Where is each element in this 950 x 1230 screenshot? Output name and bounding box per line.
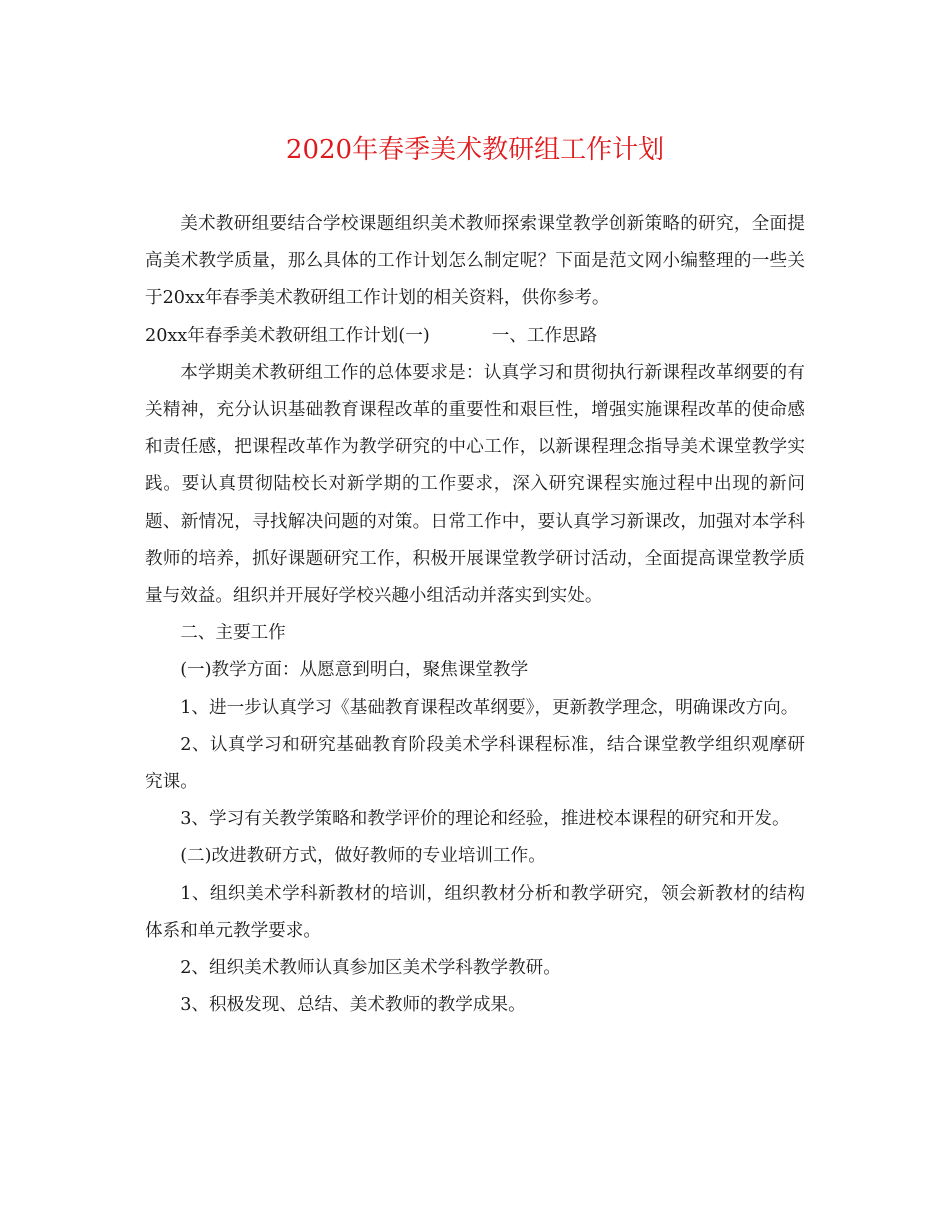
section-1-body: 本学期美术教研组工作的总体要求是：认真学习和贯彻执行新课程改革纲要的有关精神，充分认识基础教育课程改革的重要性和艰巨性，增强实施课程改革的使命感和责任感，把课程改革作为教学研究的中心工作，以新课程理念指导美术课堂教学实践。要认真贯彻陆校长对新学期的工作要求，深入研究课程实施过程中出现的新问题、新情况，寻找解决问题的对策。日常工作中，要认真学习新课改，加强对本学科教师的培养，抓好课题研究工作，积极开展课堂教学研讨活动，全面提高课堂教学质量与效益。组织并开展好学校兴趣小组活动并落实到实处。 [145, 362, 805, 607]
section-1-heading: 一、工作思路 [491, 325, 598, 346]
intro-paragraph: 美术教研组要结合学校课题组织美术教师探索课堂教学创新策略的研究，全面提高美术教学质量，那么具体的工作计划怎么制定呢？下面是范文网小编整理的一些关于20xx年春季美术教研组工作计划的相关资料，供你参考。 [145, 214, 805, 309]
section-2-heading: 二、主要工作 [180, 623, 286, 644]
document-body [145, 206, 805, 1024]
subsection-1-item: 3、学习有关教学策略和教学评价的理论和经验，推进校本课程的研究和开发。 [180, 809, 790, 830]
subsection-2-item: 2、组织美术教师认真参加区美术学科教学教研。 [180, 958, 561, 979]
subsection-1-item: 1、进一步认真学习《基础教育课程改革纲要》，更新教学理念，明确课改方向。 [180, 697, 799, 718]
plan-heading-line [145, 318, 805, 355]
subsection-2-heading: (二)改进教研方式，做好教师的专业培训工作。 [180, 846, 546, 867]
subsection-1-heading: (一)教学方面：从愿意到明白，聚焦课堂教学 [180, 660, 529, 681]
subsection-2-item: 3、积极发现、总结、美术教师的教学成果。 [180, 995, 526, 1016]
plan-heading: 20xx年春季美术教研组工作计划(一) [145, 325, 430, 346]
document-title: 2020年春季美术教研组工作计划 [285, 135, 665, 165]
subsection-2-item: 1、组织美术学科新教材的培训，组织教材分析和教学研究，领会新教材的结构体系和单元教学要求。 [145, 883, 805, 941]
subsection-1-item: 2、认真学习和研究基础教育阶段美术学科课程标准，结合课堂教学组织观摩研究课。 [145, 734, 805, 793]
